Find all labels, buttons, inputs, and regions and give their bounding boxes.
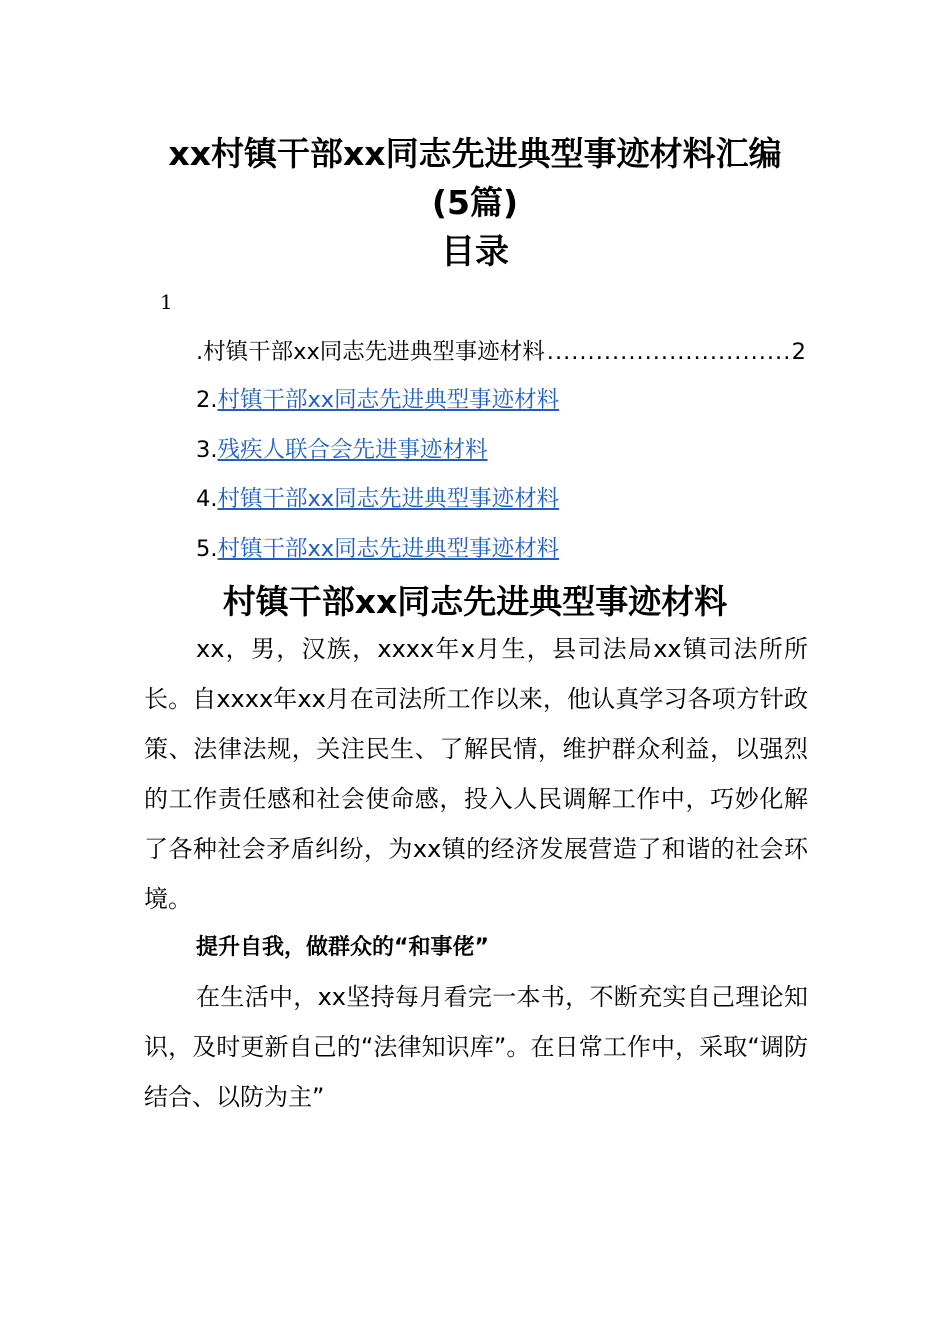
toc-item-4 [196, 483, 559, 515]
toc-item-link[interactable]: 村镇干部xx同志先进典型事迹材料 [217, 387, 560, 413]
toc-item-number: 2. [196, 387, 218, 413]
document-title-count: (5篇) [431, 183, 519, 222]
toc-item-number: 4. [196, 486, 218, 512]
body-paragraph: xx，男，汉族，xxxx年x月生，县司法局xx镇司法所所长。自xxxx年xx月在司法所工作以来，他认真学习各项方针政策、法律法规，关注民生、了解民情，维护群众利益，以强烈的工作责任感和社会使命感，投入人民调解工作中，巧妙化解了各种社会矛盾纠纷，为xx镇的经济发展营造了和谐的社会环境。 [144, 635, 808, 913]
document-title: xx村镇干部xx同志先进典型事迹材料汇编 [168, 134, 782, 173]
toc-item-5 [196, 533, 559, 565]
toc-item-1[interactable] [196, 336, 806, 368]
toc-item-link[interactable]: 村镇干部xx同志先进典型事迹材料 [217, 486, 560, 512]
section-subheading: 提升自我，做群众的“和事佬” [196, 935, 489, 960]
toc-item-link[interactable]: 残疾人联合会先进事迹材料 [217, 437, 488, 463]
toc-item-1-page: 2 [791, 339, 806, 365]
toc-item-3 [196, 434, 487, 466]
toc-dot-leader [547, 336, 790, 368]
toc-item-link[interactable]: 村镇干部xx同志先进典型事迹材料 [217, 536, 560, 562]
toc-heading: 目录 [441, 232, 509, 272]
toc-item-2 [196, 384, 559, 416]
toc-item-number: 3. [196, 437, 218, 463]
body-paragraph: 在生活中，xx坚持每月看完一本书，不断充实自己理论知识，及时更新自己的“法律知识库”。在日常工作中，采取“调防结合、以防为主” [144, 983, 808, 1111]
toc-item-number: 5. [196, 536, 218, 562]
toc-item-1-number: 1 [160, 290, 173, 314]
toc-item-1-label: .村镇干部xx同志先进典型事迹材料 [196, 339, 545, 365]
section-title: 村镇干部xx同志先进典型事迹材料 [222, 582, 728, 621]
